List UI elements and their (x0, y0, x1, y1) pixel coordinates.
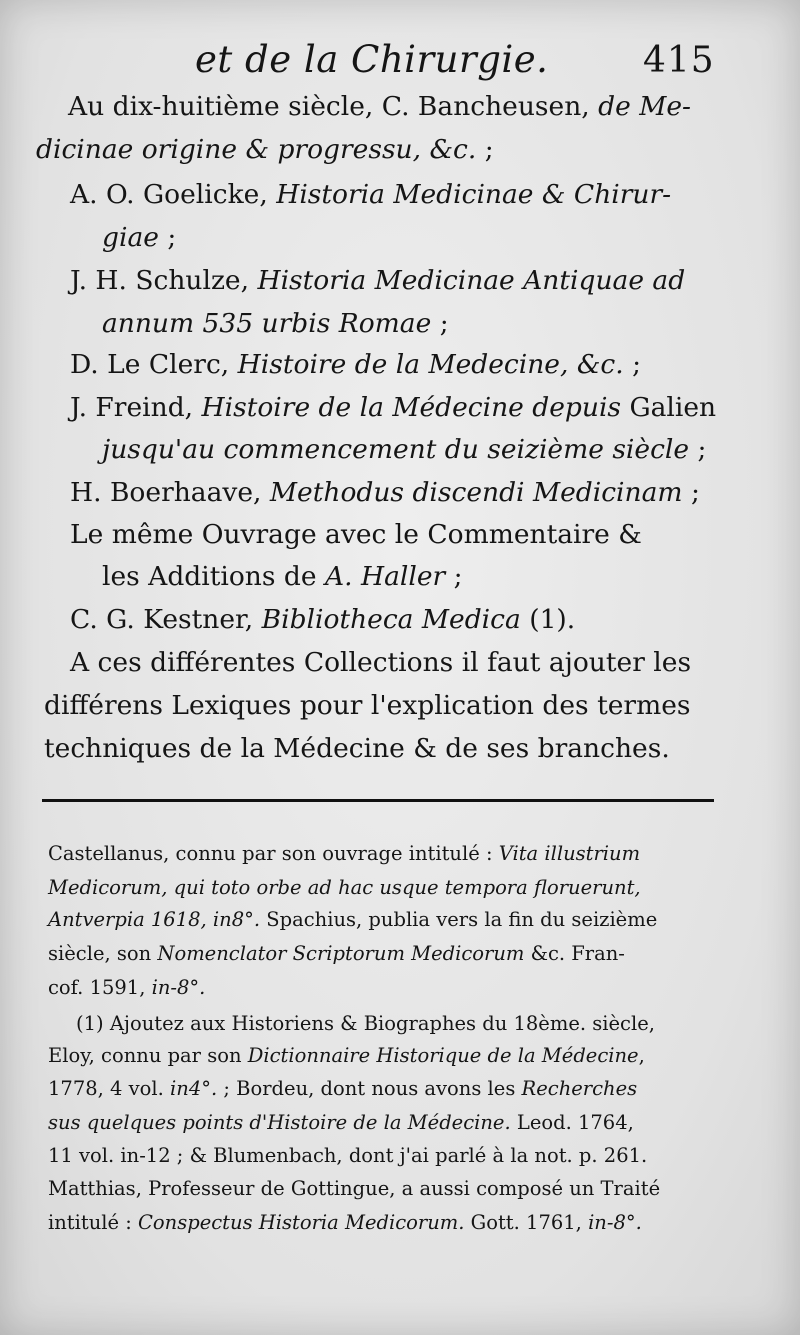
body-line: Au dix-huitième siècle, C. Bancheusen, de Me- (68, 91, 691, 122)
footnote-line: intitulé : Conspectus Historia Medicorum. Gott. 1761, in-8°. (48, 1211, 642, 1234)
footnote-rule (42, 799, 714, 802)
body-line: jusqu'au commencement du seizième siècle ; (102, 434, 707, 465)
body-line: C. G. Kestner, Bibliotheca Medica (1). (70, 604, 576, 635)
body-line: techniques de la Médecine & de ses branches. (44, 733, 670, 764)
footnote-line: siècle, son Nomenclator Scriptorum Medicorum &c. Fran- (48, 942, 625, 965)
body-line: dicinae origine & progressu, &c. ; (36, 134, 494, 165)
body-line: les Additions de A. Haller ; (102, 561, 463, 592)
body-line: J. H. Schulze, Historia Medicinae Antiquae ad (70, 265, 686, 296)
body-line: A ces différentes Collections il faut ajouter les (70, 647, 692, 678)
body-line: A. O. Goelicke, Historia Medicinae & Chirur- (70, 179, 672, 210)
footnote-line: cof. 1591, in-8°. (48, 976, 206, 999)
body-line: J. Freind, Histoire de la Médecine depuis Galien (70, 392, 717, 423)
footnote-line: Castellanus, connu par son ouvrage intitulé : Vita illustrium (48, 842, 641, 865)
body-line: différens Lexiques pour l'explication des termes (44, 690, 691, 721)
footnote-line: 11 vol. in-12 ; & Blumenbach, dont j'ai parlé à la not. p. 261. (48, 1144, 648, 1167)
footnote-line: Antverpia 1618, in8°. Spachius, publia vers la fin du seizième (48, 908, 658, 931)
body-line: annum 535 urbis Romae ; (102, 308, 449, 339)
footnote-line: Eloy, connu par son Dictionnaire Historique de la Médecine, (48, 1044, 645, 1067)
page-number: 415 (643, 40, 715, 81)
footnote-line: 1778, 4 vol. in4°. ; Bordeu, dont nous avons les Recherches (48, 1077, 638, 1100)
body-line: giae ; (102, 222, 177, 253)
running-head: et de la Chirurgie. (195, 38, 549, 81)
footnote-line: (1) Ajoutez aux Historiens & Biographes du 18ème. siècle, (76, 1012, 655, 1035)
footnote-line: Matthias, Professeur de Gottingue, a aussi composé un Traité (48, 1177, 661, 1200)
footnote-line: sus quelques points d'Histoire de la Médecine. Leod. 1764, (48, 1111, 634, 1134)
body-line: Le même Ouvrage avec le Commentaire & (70, 519, 642, 550)
body-line: H. Boerhaave, Methodus discendi Medicinam ; (70, 477, 700, 508)
footnote-line: Medicorum, qui toto orbe ad hac usque tempora floruerunt, (48, 876, 641, 899)
body-line: D. Le Clerc, Histoire de la Medecine, &c. ; (70, 349, 642, 380)
